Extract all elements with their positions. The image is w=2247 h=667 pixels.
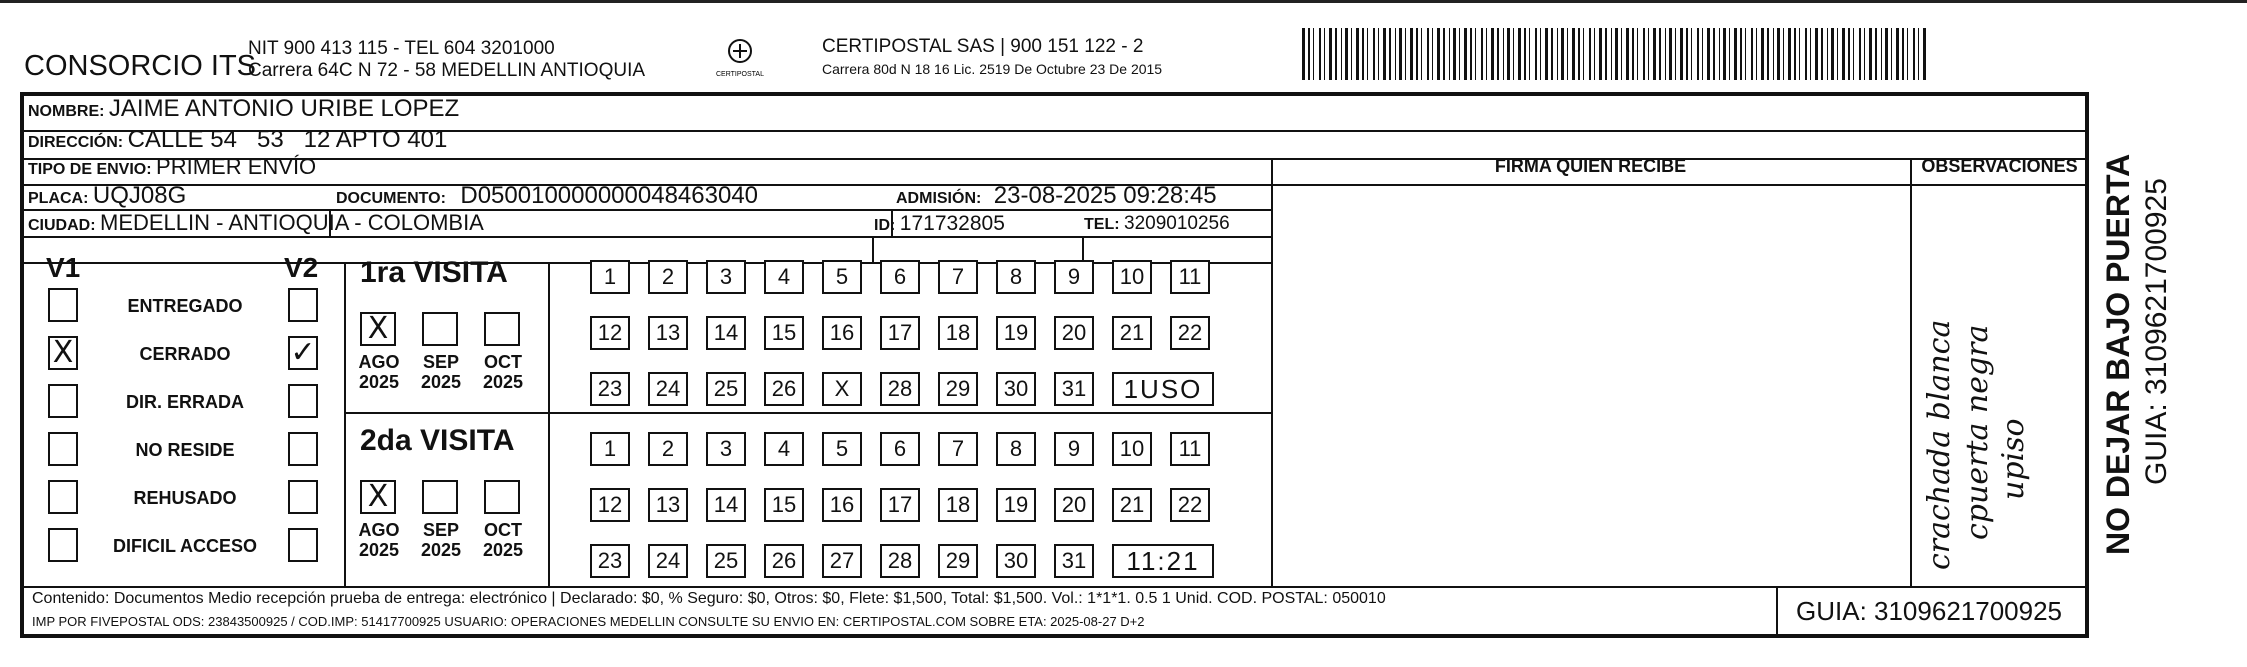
v2-header: V2 <box>284 252 319 283</box>
day-box[interactable]: 30 <box>996 372 1036 406</box>
month-name: OCT <box>484 352 522 372</box>
day-box[interactable]: 3 <box>706 432 746 466</box>
tel-row <box>1084 213 1230 235</box>
day-box[interactable]: 22 <box>1170 488 1210 522</box>
certipostal-address: Carrera 80d N 18 16 Lic. 2519 De Octubre 23 De 2015 <box>822 61 1163 77</box>
direccion-row <box>28 126 447 154</box>
nombre-value: JAIME ANTONIO URIBE LOPEZ <box>108 95 460 122</box>
v2-checkbox[interactable] <box>288 432 318 466</box>
firma-header: FIRMA QUIEN RECIBE <box>1494 156 1687 176</box>
day-box[interactable]: 1 <box>590 432 630 466</box>
footer-content: Contenido: Documentos Medio recepción prueba de entrega: electrónico | Declarado: $0, % Seguro: $0, Otros: $0, Flete: $1,500, Total: $1,500. Vol.: 1*1*1. 0.5 1 Unid. COD. POSTAL: 050010 <box>32 590 1386 607</box>
status-label: DIFICIL ACCESO <box>112 536 257 556</box>
month-name: AGO <box>358 520 400 540</box>
observaciones-header: OBSERVACIONES <box>1921 156 2078 176</box>
observaciones-notes <box>1912 200 2082 580</box>
footer-print-info: IMP POR FIVEPOSTAL ODS: 23843500925 / COD.IMP: 51417700925 USUARIO: OPERACIONES MEDELLIN CONSULTE SU ENVIO EN: CERTIPOSTAL.COM SOBRE ETA: 2025-08-27 D+2 <box>32 614 1145 629</box>
month-label <box>416 352 466 392</box>
day-box[interactable]: 29 <box>938 372 978 406</box>
day-box[interactable]: 4 <box>764 260 804 294</box>
day-box[interactable]: 8 <box>996 432 1036 466</box>
v2-checkbox[interactable] <box>288 384 318 418</box>
v1-checkbox[interactable]: X <box>48 336 78 370</box>
status-label: NO RESIDE <box>135 440 235 460</box>
status-label: REHUSADO <box>133 488 237 508</box>
day-box[interactable]: 31 <box>1054 544 1094 578</box>
day-box[interactable]: 10 <box>1112 432 1152 466</box>
month-year: 2025 <box>482 540 524 560</box>
v1-checkbox[interactable] <box>48 288 78 322</box>
nombre-label: NOMBRE: <box>28 103 105 120</box>
v1-checkbox[interactable] <box>48 480 78 514</box>
day-box[interactable]: 11:21 <box>1112 544 1214 578</box>
day-box[interactable]: 13 <box>648 316 688 350</box>
v2-checkbox[interactable] <box>288 288 318 322</box>
day-box[interactable]: 30 <box>996 544 1036 578</box>
v1-header: V1 <box>46 252 81 283</box>
tipo-value: PRIMER ENVÍO <box>156 154 317 179</box>
day-box[interactable]: 29 <box>938 544 978 578</box>
side-guia: GUIA: 3109621700925 <box>2140 178 2173 485</box>
documento-value: D050010000000048463040 <box>460 182 759 209</box>
day-box[interactable]: 5 <box>822 432 862 466</box>
day-box[interactable]: 19 <box>996 316 1036 350</box>
id-value: 171732805 <box>899 212 1005 235</box>
day-box[interactable]: 15 <box>764 316 804 350</box>
ciudad-label: CIUDAD: <box>28 217 96 234</box>
id-row <box>874 212 1005 236</box>
ciudad-value: MEDELLIN - ANTIOQUIA - COLOMBIA <box>100 210 484 235</box>
day-box[interactable]: 13 <box>648 488 688 522</box>
month-label <box>478 520 528 560</box>
v1-checkbox[interactable] <box>48 432 78 466</box>
month-year: 2025 <box>420 540 462 560</box>
day-box[interactable]: 7 <box>938 432 978 466</box>
day-box[interactable]: 26 <box>764 372 804 406</box>
month-label <box>416 520 466 560</box>
day-box[interactable]: 1 <box>590 260 630 294</box>
day-box[interactable]: 25 <box>706 372 746 406</box>
day-box[interactable]: 23 <box>590 544 630 578</box>
logo-text: CERTIPOSTAL <box>716 71 764 78</box>
brand-contact <box>248 38 645 82</box>
day-box[interactable]: 15 <box>764 488 804 522</box>
day-box[interactable]: 28 <box>880 372 920 406</box>
day-box[interactable]: 14 <box>706 488 746 522</box>
tel-value: 3209010256 <box>1124 213 1230 234</box>
nombre-row <box>28 95 459 123</box>
documento-row <box>336 182 758 210</box>
month-name: SEP <box>422 352 460 372</box>
day-box[interactable]: 2 <box>648 260 688 294</box>
brand-name: CONSORCIO ITS <box>24 50 257 82</box>
obs-line-3: upiso <box>1996 418 2031 500</box>
placa-value: UQJ08G <box>92 182 187 209</box>
day-box[interactable]: 21 <box>1112 316 1152 350</box>
v1-checkbox[interactable] <box>48 384 78 418</box>
day-box[interactable]: 18 <box>938 488 978 522</box>
month-label <box>354 520 404 560</box>
day-box[interactable]: 10 <box>1112 260 1152 294</box>
status-label: DIR. ERRADA <box>125 392 244 412</box>
nit-line: NIT 900 413 115 - TEL 604 3201000 <box>248 38 555 59</box>
day-box[interactable]: 21 <box>1112 488 1152 522</box>
month-name: AGO <box>358 352 400 372</box>
day-box[interactable]: 20 <box>1054 316 1094 350</box>
day-box[interactable]: 23 <box>590 372 630 406</box>
day-box[interactable]: 5 <box>822 260 862 294</box>
certipostal-info <box>822 36 1162 80</box>
no-dejar-notice: NO DEJAR BAJO PUERTA <box>2100 153 2136 555</box>
day-box[interactable]: 7 <box>938 260 978 294</box>
certipostal-line: CERTIPOSTAL SAS | 900 151 122 - 2 <box>822 36 1144 57</box>
obs-line-2: cpuerta negra <box>1960 324 1995 540</box>
tipo-row <box>28 154 316 180</box>
day-box[interactable]: 17 <box>880 488 920 522</box>
day-box[interactable]: 27 <box>822 544 862 578</box>
day-box[interactable]: 26 <box>764 544 804 578</box>
status-label: ENTREGADO <box>127 296 243 316</box>
admision-value: 23-08-2025 09:28:45 <box>993 182 1217 209</box>
tipo-label: TIPO DE ENVIO: <box>28 161 152 178</box>
day-box[interactable]: 18 <box>938 316 978 350</box>
month-checkbox[interactable] <box>484 312 520 346</box>
month-label <box>478 352 528 392</box>
day-box[interactable]: 11 <box>1170 260 1210 294</box>
v2-checkbox[interactable] <box>288 480 318 514</box>
month-checkbox[interactable] <box>422 480 458 514</box>
day-box[interactable]: 9 <box>1054 260 1094 294</box>
day-box[interactable]: 12 <box>590 488 630 522</box>
v2-checkbox[interactable]: ✓ <box>288 336 318 370</box>
barcode <box>1302 28 1930 80</box>
day-box[interactable]: 1USO <box>1112 372 1214 406</box>
admision-row <box>896 182 1217 210</box>
day-box[interactable]: 6 <box>880 432 920 466</box>
day-box[interactable]: 6 <box>880 260 920 294</box>
top-edge <box>0 0 2247 3</box>
day-box[interactable]: 25 <box>706 544 746 578</box>
admision-label: ADMISIÓN: <box>896 190 982 207</box>
day-box[interactable]: 19 <box>996 488 1036 522</box>
day-box[interactable]: 16 <box>822 316 862 350</box>
second-visit-title: 2da VISITA <box>360 424 515 457</box>
obs-line-1: crachada blanca <box>1922 319 1957 570</box>
day-box[interactable]: 4 <box>764 432 804 466</box>
month-checkbox[interactable]: X <box>360 312 396 346</box>
day-box[interactable]: 9 <box>1054 432 1094 466</box>
brand-address: Carrera 64C N 72 - 58 MEDELLIN ANTIOQUIA <box>248 60 646 81</box>
footer-guia: GUIA: 3109621700925 <box>1796 596 2062 626</box>
month-year: 2025 <box>482 372 524 392</box>
day-box[interactable]: 31 <box>1054 372 1094 406</box>
month-label <box>354 352 404 392</box>
month-year: 2025 <box>358 372 400 392</box>
day-box[interactable]: 16 <box>822 488 862 522</box>
tel-label: TEL: <box>1084 216 1120 233</box>
day-box[interactable]: 3 <box>706 260 746 294</box>
day-box[interactable]: 2 <box>648 432 688 466</box>
certipostal-logo <box>710 36 770 82</box>
month-name: OCT <box>484 520 522 540</box>
direccion-label: DIRECCIÓN: <box>28 134 124 151</box>
month-checkbox[interactable] <box>484 480 520 514</box>
status-label: CERRADO <box>139 344 231 364</box>
day-box[interactable]: 17 <box>880 316 920 350</box>
month-checkbox[interactable] <box>422 312 458 346</box>
month-year: 2025 <box>358 540 400 560</box>
day-box[interactable]: 24 <box>648 372 688 406</box>
placa-label: PLACA: <box>28 190 89 207</box>
day-box[interactable]: 28 <box>880 544 920 578</box>
day-box[interactable]: 22 <box>1170 316 1210 350</box>
direccion-value: CALLE 54 53 12 APTO 401 <box>127 126 448 153</box>
day-box[interactable]: 14 <box>706 316 746 350</box>
day-box[interactable]: 20 <box>1054 488 1094 522</box>
v2-checkbox[interactable] <box>288 528 318 562</box>
day-box[interactable]: 11 <box>1170 432 1210 466</box>
v1-checkbox[interactable] <box>48 528 78 562</box>
ciudad-row <box>28 210 484 236</box>
month-name: SEP <box>422 520 460 540</box>
id-label: ID: <box>874 217 896 234</box>
month-year: 2025 <box>420 372 462 392</box>
day-box[interactable]: 24 <box>648 544 688 578</box>
documento-label: DOCUMENTO: <box>336 190 446 207</box>
month-checkbox[interactable]: X <box>360 480 396 514</box>
day-box[interactable]: 8 <box>996 260 1036 294</box>
placa-row <box>28 182 186 210</box>
day-box[interactable]: 12 <box>590 316 630 350</box>
first-visit-title: 1ra VISITA <box>360 256 508 289</box>
day-box[interactable]: X <box>822 372 862 406</box>
